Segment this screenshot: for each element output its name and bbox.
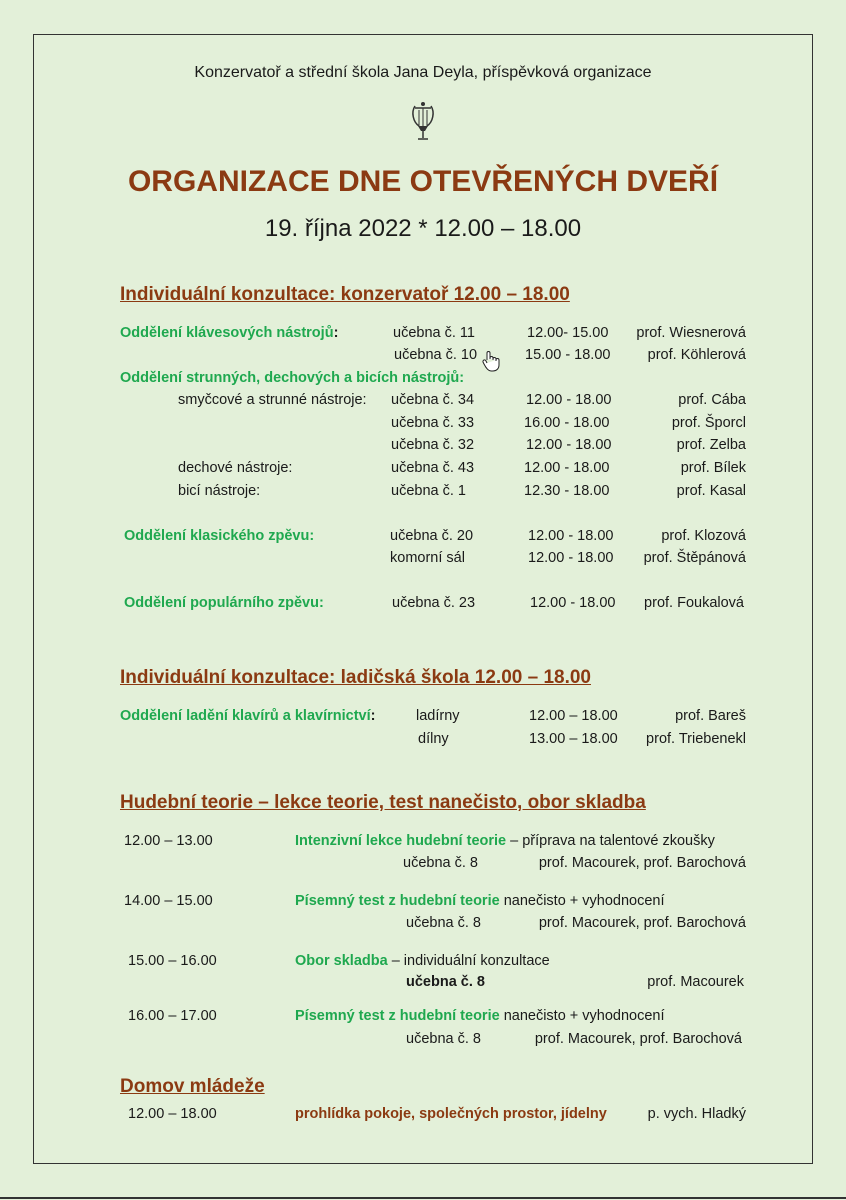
time: 15.00 - 18.00 [525, 347, 611, 363]
room: učebna č. 34 [391, 392, 475, 408]
time: 12.00 - 18.00 [526, 392, 612, 408]
teacher: prof. Štěpánová [643, 550, 746, 566]
section-dormitory-heading: Domov mládeže [120, 1076, 265, 1097]
time: 12.00 - 18.00 [526, 437, 612, 453]
page-title: ORGANIZACE DNE OTEVŘENÝCH DVEŘÍ [127, 165, 719, 198]
activity: Intenzivní lekce hudební teorie – příprava na talentové zkoušky [295, 833, 715, 849]
time: 15.00 – 16.00 [128, 953, 217, 969]
teacher: prof. Bílek [680, 460, 746, 476]
teacher: prof. Macourek, prof. Barochová [534, 1031, 742, 1047]
room: učebna č. 33 [391, 415, 475, 431]
room: učebna č. 11 [393, 325, 475, 341]
dept-classical-voice: Oddělení klasického zpěvu: [124, 528, 315, 544]
teacher: prof. Köhlerová [647, 347, 746, 363]
teacher: prof. Kasal [676, 483, 746, 499]
activity: prohlídka pokoje, společných prostor, jídelny [295, 1106, 607, 1122]
teacher: prof. Triebenekl [646, 731, 746, 747]
room: ladírny [416, 708, 460, 724]
room: komorní sál [390, 550, 465, 566]
section-music-theory-heading: Hudební teorie – lekce teorie, test nanečisto, obor skladba [120, 792, 646, 813]
time: 12.00 - 18.00 [528, 528, 614, 544]
time: 12.30 - 18.00 [524, 483, 610, 499]
time: 12.00- 15.00 [527, 325, 609, 341]
section-conservatory-heading: Individuální konzultace: konzervatoř 12.00 – 18.00 [120, 284, 570, 305]
room: učebna č. 8 [406, 1031, 481, 1047]
time: 16.00 – 17.00 [128, 1008, 217, 1024]
time: 12.00 - 18.00 [530, 595, 616, 611]
teacher: prof. Macourek [647, 974, 744, 990]
teacher: prof. Macourek, prof. Barochová [538, 915, 746, 931]
activity: Písemný test z hudební teorie nanečisto + vyhodnocení [295, 1008, 665, 1024]
time: 12.00 - 18.00 [524, 460, 610, 476]
dept-popular-voice: Oddělení populárního zpěvu: [124, 595, 324, 611]
teacher: prof. Šporcl [671, 415, 746, 431]
teacher: prof. Zelba [676, 437, 746, 453]
subgroup-label: bicí nástroje: [178, 483, 261, 499]
time: 14.00 – 15.00 [124, 893, 213, 909]
bottom-divider [0, 1197, 846, 1199]
teacher: prof. Klozová [661, 528, 746, 544]
room: učebna č. 8 [403, 855, 478, 871]
teacher: prof. Wiesnerová [636, 325, 746, 341]
room: dílny [418, 731, 449, 747]
teacher: prof. Macourek, prof. Barochová [538, 855, 746, 871]
room: učebna č. 1 [391, 483, 466, 499]
room: učebna č. 23 [392, 595, 476, 611]
teacher: prof. Bareš [675, 708, 746, 724]
event-date: 19. října 2022 * 12.00 – 18.00 [264, 215, 582, 242]
time: 12.00 – 13.00 [124, 833, 213, 849]
room: učebna č. 43 [391, 460, 475, 476]
lyre-icon [409, 100, 437, 142]
activity: Písemný test z hudební teorie nanečisto + vyhodnocení [295, 893, 665, 909]
room: učebna č. 32 [391, 437, 475, 453]
dept-piano-tuning: Oddělení ladění klavírů a klavírnictví: [120, 708, 376, 724]
teacher: p. vych. Hladký [647, 1106, 746, 1122]
section-tuning-school-heading: Individuální konzultace: ladičská škola 12.00 – 18.00 [120, 667, 591, 688]
activity: Obor skladba – individuální konzultace [295, 953, 550, 969]
teacher: prof. Foukalová [644, 595, 744, 611]
org-name: Konzervatoř a střední škola Jana Deyla, příspěvková organizace [194, 64, 652, 81]
subgroup-label: smyčcové a strunné nástroje: [178, 392, 367, 408]
teacher: prof. Cába [678, 392, 746, 408]
dept-strings-winds-percussion: Oddělení strunných, dechových a bicích nástrojů: [120, 370, 465, 386]
time: 12.00 - 18.00 [528, 550, 614, 566]
time: 13.00 – 18.00 [529, 731, 618, 747]
time: 12.00 – 18.00 [529, 708, 618, 724]
room: učebna č. 8 [406, 915, 481, 931]
room: učebna č. 20 [390, 528, 474, 544]
room: učebna č. 8 [406, 974, 485, 990]
hand-cursor-icon [482, 350, 500, 372]
subgroup-label: dechové nástroje: [178, 460, 293, 476]
time: 16.00 - 18.00 [524, 415, 610, 431]
time: 12.00 – 18.00 [128, 1106, 217, 1122]
dept-keyboard: Oddělení klávesových nástrojů: [120, 325, 339, 341]
room: učebna č. 10 [394, 347, 478, 363]
